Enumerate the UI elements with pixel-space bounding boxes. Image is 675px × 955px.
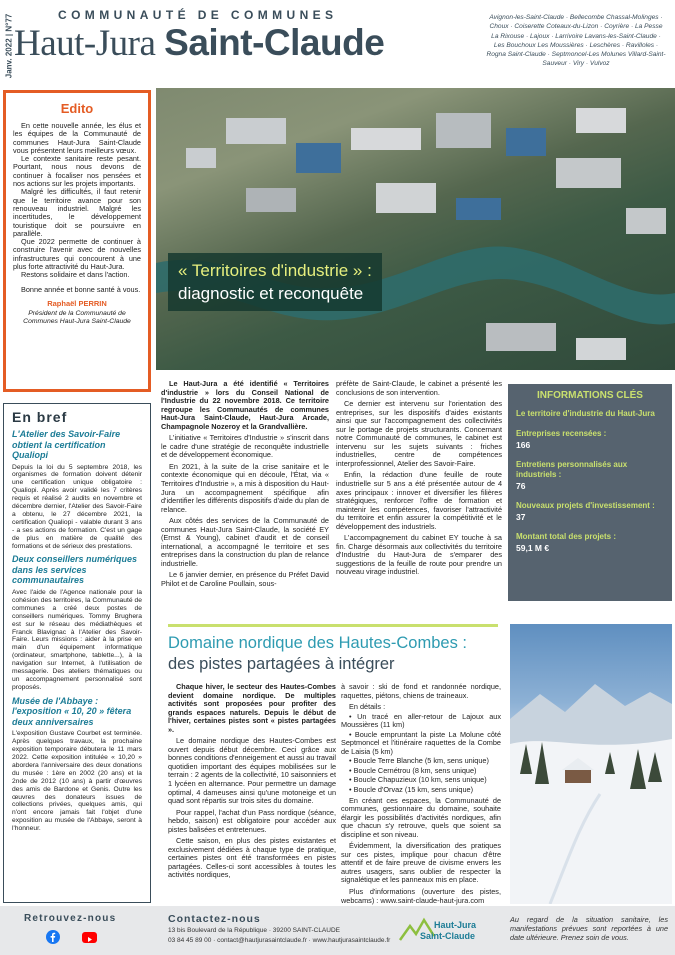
masthead-bold: Saint-Claude <box>164 22 385 63</box>
snow-landscape-photo <box>510 624 672 904</box>
key-info-value: 76 <box>516 481 526 491</box>
key-info-label: Le territoire d'industrie du Haut-Jura <box>516 409 655 418</box>
domaine-paragraph: Plus d'informations (ouverture des pistes, webcams) : www.saint-claude-haut-jura.com <box>341 887 501 905</box>
key-info-value: 166 <box>516 440 531 450</box>
domaine-list-item: • Boucle d'Orvaz (15 km, sens unique) <box>349 785 473 795</box>
domaine-paragraph: Évidemment, la diversification des pratiques sur ces pistes, implique pour chacun d'être attentif et de faire preuve de civisme envers les autres usagers, sans oublier de respecter la signalétique et les panneaux mis en place. <box>341 841 501 885</box>
footer <box>0 906 675 955</box>
intro-paragraph: Enfin, la rédaction d'une feuille de route industrielle sur 5 ans a été présentée autour de 4 axes principaux : innover et diversifier les filières stratégiques, renforcer l'offre de formation et maintenir les compétences, favoriser l'attractivité du territoire et enfin assurer la compétitivité et le développement des industriels. <box>336 470 502 531</box>
find-us-label: Retrouvez-nous <box>24 913 117 924</box>
key-info-title: INFORMATIONS CLÉS <box>537 390 643 401</box>
key-info-label: Montant total des projets : <box>516 532 616 541</box>
youtube-icon[interactable] <box>82 932 97 943</box>
intro-paragraph: L'initiative « Territoires d'Industrie » s'inscrit dans le cadre d'une stratégie de reconquête industrielle et de développement économique. <box>161 433 329 460</box>
en-bref-title: En bref <box>12 409 68 425</box>
intro-paragraph: L'accompagnement du cabinet EY touche à sa fin. Charge désormais aux collectivités du territoire d'Industrie du Haut-Jura de s'emparer des suggestions de la feuille de route pour prendre un nouveau virage industriel. <box>336 533 502 577</box>
edito-paragraph: Restons solidaire et dans l'action. <box>21 270 130 280</box>
edito-signature-name: Raphaël PERRIN <box>47 298 107 308</box>
contact-title: Contactez-nous <box>168 913 261 925</box>
edito-paragraph: Malgré les difficultés, il faut retenir que le territoire avance pour son renouveau industriel. Malgré les incertitudes, le développement touristique doit se poursuivre en parallèle. <box>13 187 141 238</box>
hero-title-line2: diagnostic et reconquête <box>178 284 364 303</box>
publisher-kicker: COMMUNAUTÉ DE COMMUNES <box>58 8 338 22</box>
intro-paragraph: En 2021, à la suite de la crise sanitaire et le contexte économique qui en découle, l'État, via « Territoires d'Industrie », a mis à disposition du Haut-Jura un accompagnement spécifique afin d'identifier les différents dispositifs d'aide du plan de relance. <box>161 461 329 514</box>
domaine-paragraph: En créant ces espaces, la Communauté de communes, gestionnaire du domaine, souhaite élargir les possibilités d'activités nordiques, afin que chacun s'y retrouve, quels que soient sa discipline et son niveau. <box>341 795 501 839</box>
en-bref-text: Depuis la loi du 5 septembre 2018, les organismes de formation doivent détenir une certification unique obligatoire : Qualiopi. Après avoir validé les 7 critères requis et réalisé 2 audits en novembre et décembre dernier, l'Atelier des Savoir-Faire a obtenu, le 27 décembre 2021, la certification Qualiopi - valable durant 3 ans - a ses actions de formation. C'est un gage de plus en matière de qualité des formations et de sérieux des prestations. <box>12 463 142 550</box>
en-bref-text: L'exposition Gustave Courbet est terminée. Après quelques travaux, la prochaine exposition temporaire débutera le 11 mars 2022. Cette exposition intitulée « 10,20 » abordera l'anniversaire des deux donations du musée : 1ère en 2002 (20 ans) et la 2nde de 2012 (10 ans) à partir d'œuvres des amis de Bardone et Genis. Outre les œuvres des donateurs issues de collections privées, quelques amis, qui n'ont encore jamais fait l'objet d'une exposition au musée de l'Abbaye, seront à l'honneur. <box>12 730 142 833</box>
domaine-list-item: • Boucle Cernétrou (8 km, sens unique) <box>349 765 477 775</box>
edito-signature-role: Président de la Communauté de Communes Haut-Jura Saint-Claude <box>23 309 131 325</box>
intro-paragraph: Aux côtés des services de la Communauté de communes Haut-Jura Saint-Claude, la société EY (Ernst & Young), cabinet d'audit et de conseil international, a accompagné le territoire et ses entreprises dans la construction du plan de relance industrielle. <box>161 516 329 568</box>
domaine-paragraph: En détails : <box>349 702 386 712</box>
key-info-label: Nouveaux projets d'investissement : <box>516 501 655 510</box>
intro-lead: Le Haut-Jura a été identifié « Territoires d'industrie » lors du Conseil National de l'Industrie du 22 novembre 2018. Ce territoire regroupe les Communautés de communes Haut-Jura Saint-Claude, Haut-Jura Arcade, Champagnole Nozeroy et la Grandvallière. <box>161 379 329 431</box>
key-info-label: Entreprises recensées : <box>516 429 607 438</box>
section-divider <box>168 624 498 627</box>
masthead-light: Haut-Jura <box>14 23 165 64</box>
aerial-illustration <box>156 88 675 370</box>
issue-text: Janv. 2022 | N°77 <box>4 13 14 79</box>
key-info-value: 59,1 M € <box>516 543 550 553</box>
domaine-list-item: • Boucle Chapuzieux (10 km, sens unique) <box>349 775 487 785</box>
contact-details: 03 84 45 89 00 · contact@hautjurasaintclaude.fr · www.hautjurasaintclaude.fr <box>168 937 391 944</box>
en-bref-box <box>3 403 151 903</box>
facebook-icon[interactable] <box>46 930 60 944</box>
domaine-column-1 <box>168 683 336 883</box>
intro-article-column-2 <box>336 380 502 580</box>
edito-paragraph: Que 2022 permette de continuer à construire l'avenir avec de nouvelles infrastructures qui concourent à une plus forte attractivité du Haut-Jura. <box>13 237 141 272</box>
en-bref-text: Avec l'aide de l'Agence nationale pour la cohésion des territoires, la Communauté de communes a créé deux postes de conseillers numériques. Tommy Brughera est sur le réseau des médiathèques et Franck Blavignac à l'Atelier des Savoir-Faire. Leurs missions : aider à la prise en main d'un équipement informatique (ordinateur, smartphone, tablette...), à la navigation sur Internet, à l'utilisation de messagerie. Des ateliers thématiques ou un accompagnement personnalisé sont proposés. <box>12 588 142 691</box>
key-info-label: Entretiens personnalisés aux industriels : <box>516 460 628 479</box>
key-info-value: 37 <box>516 512 526 522</box>
hero-aerial-photo <box>156 88 675 370</box>
domaine-column-2 <box>341 683 501 908</box>
communes-list: Avignon-les-Saint-Claude · Bellecombe Chassal-Molinges · Choux · Coiserette Coteaux-du-Lizon · Coyrière · La Pesse La Rixouse · Lajoux · Larrivoire Lavans-les-Saint-Claude · Les Bouchoux Les Moussières · Leschères · Ravilloles · Rogna Saint-Claude · Septmoncel-Les Molunes Villard-Saint-Sauveur · Viry · Vulvoz <box>486 14 666 68</box>
intro-paragraph: préfète de Saint-Claude, le cabinet a présenté les conclusions de son intervention. <box>336 379 502 397</box>
en-bref-heading: Musée de l'Abbaye : l'exposition « 10, 20 » fêtera deux anniversaires <box>12 695 132 727</box>
intro-article-column-1 <box>161 380 329 592</box>
hero-title-box <box>168 253 382 311</box>
hero-title-line1: « Territoires d'industrie » : <box>178 261 372 280</box>
en-bref-heading: L'Atelier des Savoir-Faire obtient la certification Qualiopi <box>12 429 121 460</box>
logo-line1: Haut-Jura <box>434 920 477 930</box>
edito-paragraph: Le contexte sanitaire reste pesant. Pourtant, nous nous devons de continuer à focaliser nos pensées et nos actions sur les projets importants. <box>13 154 141 189</box>
edito-title: Edito <box>60 101 94 116</box>
logo <box>398 914 494 948</box>
contact-address: 13 bis Boulevard de la République · 39200 SAINT-CLAUDE <box>168 927 340 934</box>
key-info-box <box>508 384 672 601</box>
logo-line2: Saint-Claude <box>420 931 476 941</box>
domaine-paragraph: Cette saison, en plus des pistes existantes et exclusivement dédiées à chaque type de pratique, certaines pistes ont été transformées en pistes partagées. Celles-ci sont accessibles à toutes les activités nordiques, <box>168 836 336 880</box>
en-bref-heading: Deux conseillers numériques dans les services communautaires <box>12 554 138 586</box>
snow-illustration <box>510 624 672 904</box>
domaine-title-line1: Domaine nordique des Hautes-Combes : <box>168 634 467 652</box>
sanitary-note: Au regard de la situation sanitaire, les manifestations prévues sont reportées à une date ultérieure. Prenez soin de vous. <box>510 915 668 942</box>
domaine-list-item: • Boucle Terre Blanche (5 km, sens unique) <box>349 756 489 766</box>
domaine-paragraph: Pour rappel, l'achat d'un Pass nordique (séance, hebdo, saison) est obligatoire pour accéder aux pistes balisées et entretenues. <box>168 807 336 834</box>
edito-paragraph: Bonne année et bonne santé à vous. <box>21 284 141 294</box>
edito-paragraph: En cette nouvelle année, les élus et les équipes de la Communauté de communes Haut-Jura Saint-Claude vous présentent leurs meilleurs vœux. <box>13 121 141 155</box>
domaine-title-line2: des pistes partagées à intégrer <box>168 655 395 673</box>
domaine-paragraph: Le domaine nordique des Hautes-Combes est ouvert depuis début décembre. Ceci grâce aux bonnes conditions d'enneigement et aussi au travail quotidien important des équipes mobilisées sur le terrain : 2 agents de la collectivité, 10 saisonniers et 1 lycéen en alternance. Pour permettre un damage optimal, 4 dameuses ainsi qu'une motoneige et un quad sont répartis sur trois sites du domaine. <box>168 736 336 806</box>
domaine-list-item: • Un tracé en aller-retour de Lajoux aux Moussières (11 km) <box>341 711 501 730</box>
domaine-lead: Chaque hiver, le secteur des Hautes-Combes devient domaine nordique. De multiples activités sont proposées pour profiter des grands espaces naturels. Depuis le début de l'hiver, certaines pistes sont « pistes partagées ». <box>168 682 336 734</box>
intro-paragraph: Ce dernier est intervenu sur l'orientation des entreprises, sur les dispositifs d'aides existants ainsi que sur l'accompagnement des collectivités sur le portage de projets structurants. Concernant notre Communauté de communes, le cabinet est intervenu sur les sujets suivants : friches industrielles, centre de compétences interprofessionnel, Atelier des Savoir-Faire. <box>336 399 502 468</box>
domaine-list-item: • Boucle empruntant la piste La Molune côté Septmoncel et l'itinéraire raquettes de la Combe de Laisia (5 km) <box>341 729 501 756</box>
edito-box <box>3 90 151 392</box>
intro-paragraph: Le 6 janvier dernier, en présence du Préfet David Philot et de Caroline Poullain, sous- <box>161 570 329 589</box>
domaine-paragraph: à savoir : ski de fond et randonnée nordique, raquettes, piétons, chiens de traineaux. <box>341 682 501 700</box>
masthead <box>14 22 384 65</box>
